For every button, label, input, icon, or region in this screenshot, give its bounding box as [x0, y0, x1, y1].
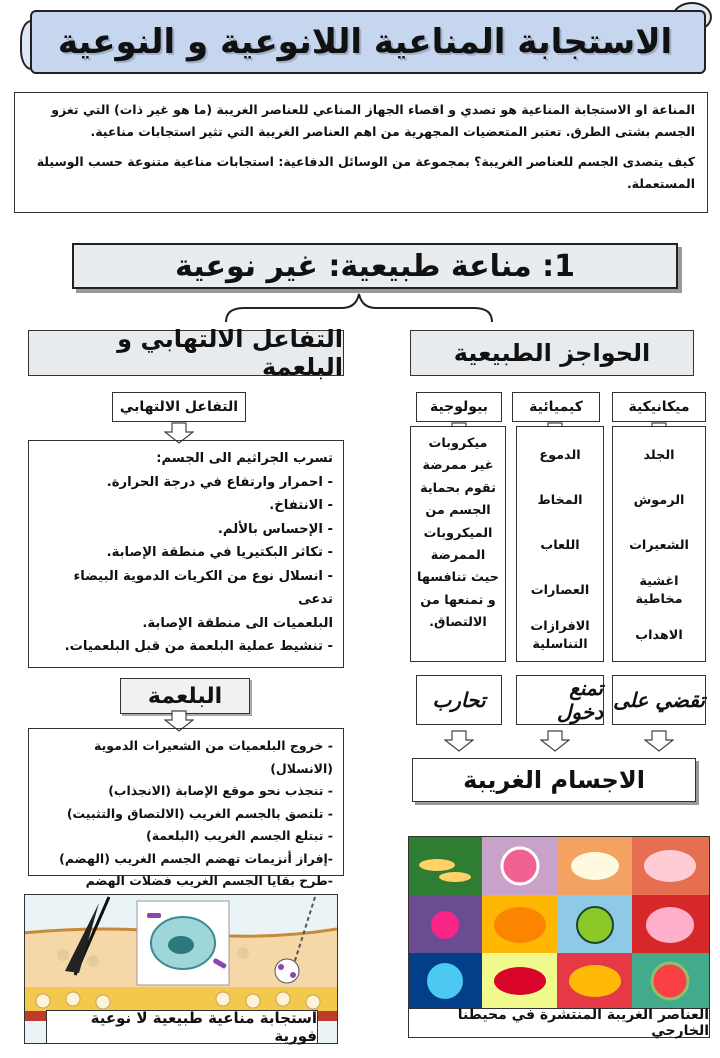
list-item: - تبتلع الجسم الغريب (البلعمة) — [145, 828, 333, 843]
mechanical-action: تقضي على — [612, 675, 706, 725]
list-item: الجلد — [643, 447, 675, 463]
down-arrow-icon — [540, 730, 570, 752]
microbe-collage-caption: العناصر الغريبة المنتشرة في محيطنا الخارجي — [408, 1008, 710, 1038]
down-arrow-icon — [644, 730, 674, 752]
biological-action: تحارب — [416, 675, 502, 725]
section-heading: 1: مناعة طبيعية: غير نوعية — [72, 243, 678, 289]
list-item: - تكاثر البكتيريا في منطقة الإصابة. — [106, 545, 333, 560]
list-item: اغشية مخاطية — [635, 573, 683, 607]
chemical-action: تمنع دخول — [516, 675, 604, 725]
list-item: - الإحساس بالألم. — [217, 521, 333, 537]
list-item: الاهداب — [635, 627, 683, 643]
intro-question: كيف يتصدى الجسم للعناصر الغريبة؟ بمجموعة من الوسائل الدفاعية: استجابات مناعية متنوعة حسب الوسيلة المستعملة. — [36, 154, 695, 191]
mechanical-label: ميكانيكية — [612, 392, 706, 422]
biological-description: ميكروبات غير ممرضة تقوم بحماية الجسم من الميكروبات الممرضة حيث تنافسها و تمنعها من الالتصاق. — [410, 426, 506, 662]
list-item: - تنجذب نحو موقع الإصابة (الانجذاب) — [108, 783, 333, 798]
microbe-collage — [408, 836, 710, 1036]
inflammation-label: التفاعل الالتهابي — [112, 392, 246, 422]
down-arrow-icon — [444, 730, 474, 752]
illustration-caption: استجابة مناعية طبيعية لا نوعية فورية — [46, 1010, 318, 1044]
chemical-label: كيميائية — [512, 392, 600, 422]
list-item: -طرح بقايا الجسم الغريب فضلات الهضم — [85, 873, 333, 888]
list-item: اللعاب — [540, 537, 580, 553]
page-title: الاستجابة المناعية اللانوعية و النوعية — [57, 22, 673, 62]
list-item: الرموش — [633, 492, 685, 508]
list-item: الشعيرات — [629, 537, 689, 553]
list-item: - تلتصق بالجسم الغريب (الالتصاق والتثبيت) — [66, 805, 333, 821]
list-item: - تنشيط عملية البلعمة من قبل البلعميات. — [64, 639, 333, 654]
list-item: - احمرار وارتفاع في درجة الحرارة. — [106, 474, 333, 490]
phagocytosis-label: البلعمة — [120, 678, 250, 714]
list-item: - الانتفاخ. — [269, 498, 333, 513]
brace-connector — [224, 292, 494, 324]
biological-label: بيولوجية — [416, 392, 502, 422]
mechanical-items — [612, 426, 706, 662]
natural-barriers-header: الحواجز الطبيعية — [410, 330, 694, 376]
list-item: - انسلال نوع من الكريات الدموية البيضاء تدعى — [73, 568, 333, 607]
list-item: -إفراز أنزيمات تهضم الجسم الغريب (الهضم) — [59, 850, 333, 866]
list-item: تسرب الجراثيم الى الجسم: — [156, 451, 333, 466]
list-item: الافرازات التناسلية — [530, 618, 590, 652]
foreign-bodies-box: الاجسام الغريبة — [412, 758, 696, 802]
phagocytosis-list — [28, 728, 344, 888]
list-item: - خروج البلعميات من الشعيرات الدموية (الانسلال) — [93, 738, 333, 776]
chemical-items — [516, 426, 604, 662]
inflammation-phagocytosis-header: التفاعل الالتهابي و البلعمة — [28, 330, 344, 376]
intro-definition: المناعة او الاستجابة المناعية هو تصدي و اقصاء الجهاز المناعي للعناصر الغريبة (ما هو غير ذات) التي تغزو الجسم بشتى الطرق. تعتبر المتعضيات المجهرية من اهم العناصر الغريبة التي تثير استجابات مناعية. — [51, 102, 695, 139]
list-item: الدموع — [539, 447, 581, 463]
list-item: العصارات — [530, 582, 590, 598]
intro-box — [14, 92, 708, 213]
inflammation-list — [28, 440, 344, 668]
list-item: المخاط — [537, 492, 583, 508]
list-item: البلعميات الى منطقة الإصابة. — [142, 615, 333, 631]
